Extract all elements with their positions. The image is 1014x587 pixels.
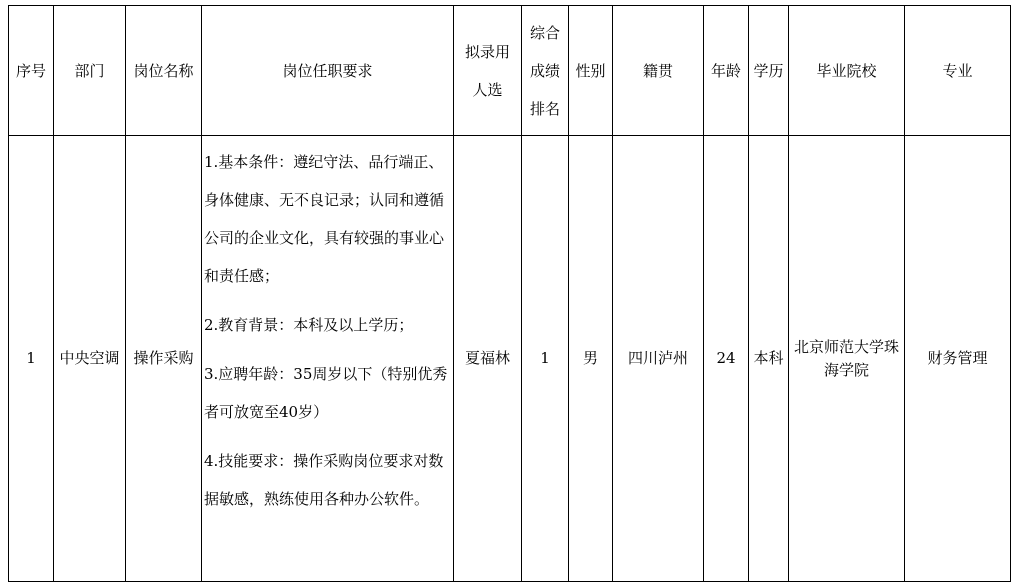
cell-position: 操作采购 bbox=[126, 136, 202, 582]
cell-hometown: 四川泸州 bbox=[613, 136, 704, 582]
cell-education: 本科 bbox=[749, 136, 789, 582]
header-major: 专业 bbox=[905, 6, 1011, 136]
cell-school: 北京师范大学珠海学院 bbox=[789, 136, 905, 582]
cell-gender: 男 bbox=[569, 136, 613, 582]
header-requirements: 岗位任职要求 bbox=[202, 6, 454, 136]
cell-major: 财务管理 bbox=[905, 136, 1011, 582]
cell-candidate: 夏福林 bbox=[454, 136, 522, 582]
header-hometown: 籍贯 bbox=[613, 6, 704, 136]
header-rank: 综合成绩排名 bbox=[522, 6, 569, 136]
header-education: 学历 bbox=[749, 6, 789, 136]
header-department: 部门 bbox=[54, 6, 126, 136]
header-seq: 序号 bbox=[9, 6, 54, 136]
cell-requirements bbox=[202, 136, 454, 582]
header-candidate: 拟录用 人选 bbox=[454, 6, 522, 136]
requirement-education: 2.教育背景：本科及以上学历； bbox=[204, 316, 414, 334]
header-position: 岗位名称 bbox=[126, 6, 202, 136]
cell-age: 24 bbox=[704, 136, 749, 582]
hiring-announcement-table bbox=[8, 5, 1011, 582]
header-age: 年龄 bbox=[704, 6, 749, 136]
cell-department: 中央空调 bbox=[54, 136, 126, 582]
table-header-row bbox=[9, 6, 1011, 136]
requirement-basic: 1.基本条件：遵纪守法、品行端正、身体健康、无不良记录；认同和遵循公司的企业文化，具有较强的事业心和责任感； bbox=[204, 153, 445, 285]
table-row bbox=[9, 136, 1011, 582]
header-gender: 性别 bbox=[569, 6, 613, 136]
cell-seq: 1 bbox=[9, 136, 54, 582]
cell-rank: 1 bbox=[522, 136, 569, 582]
requirement-skills: 4.技能要求：操作采购岗位要求对数据敏感，熟练使用各种办公软件。 bbox=[204, 452, 444, 508]
requirement-age: 3.应聘年龄：35周岁以下（特别优秀者可放宽至40岁） bbox=[204, 365, 448, 421]
header-school: 毕业院校 bbox=[789, 6, 905, 136]
